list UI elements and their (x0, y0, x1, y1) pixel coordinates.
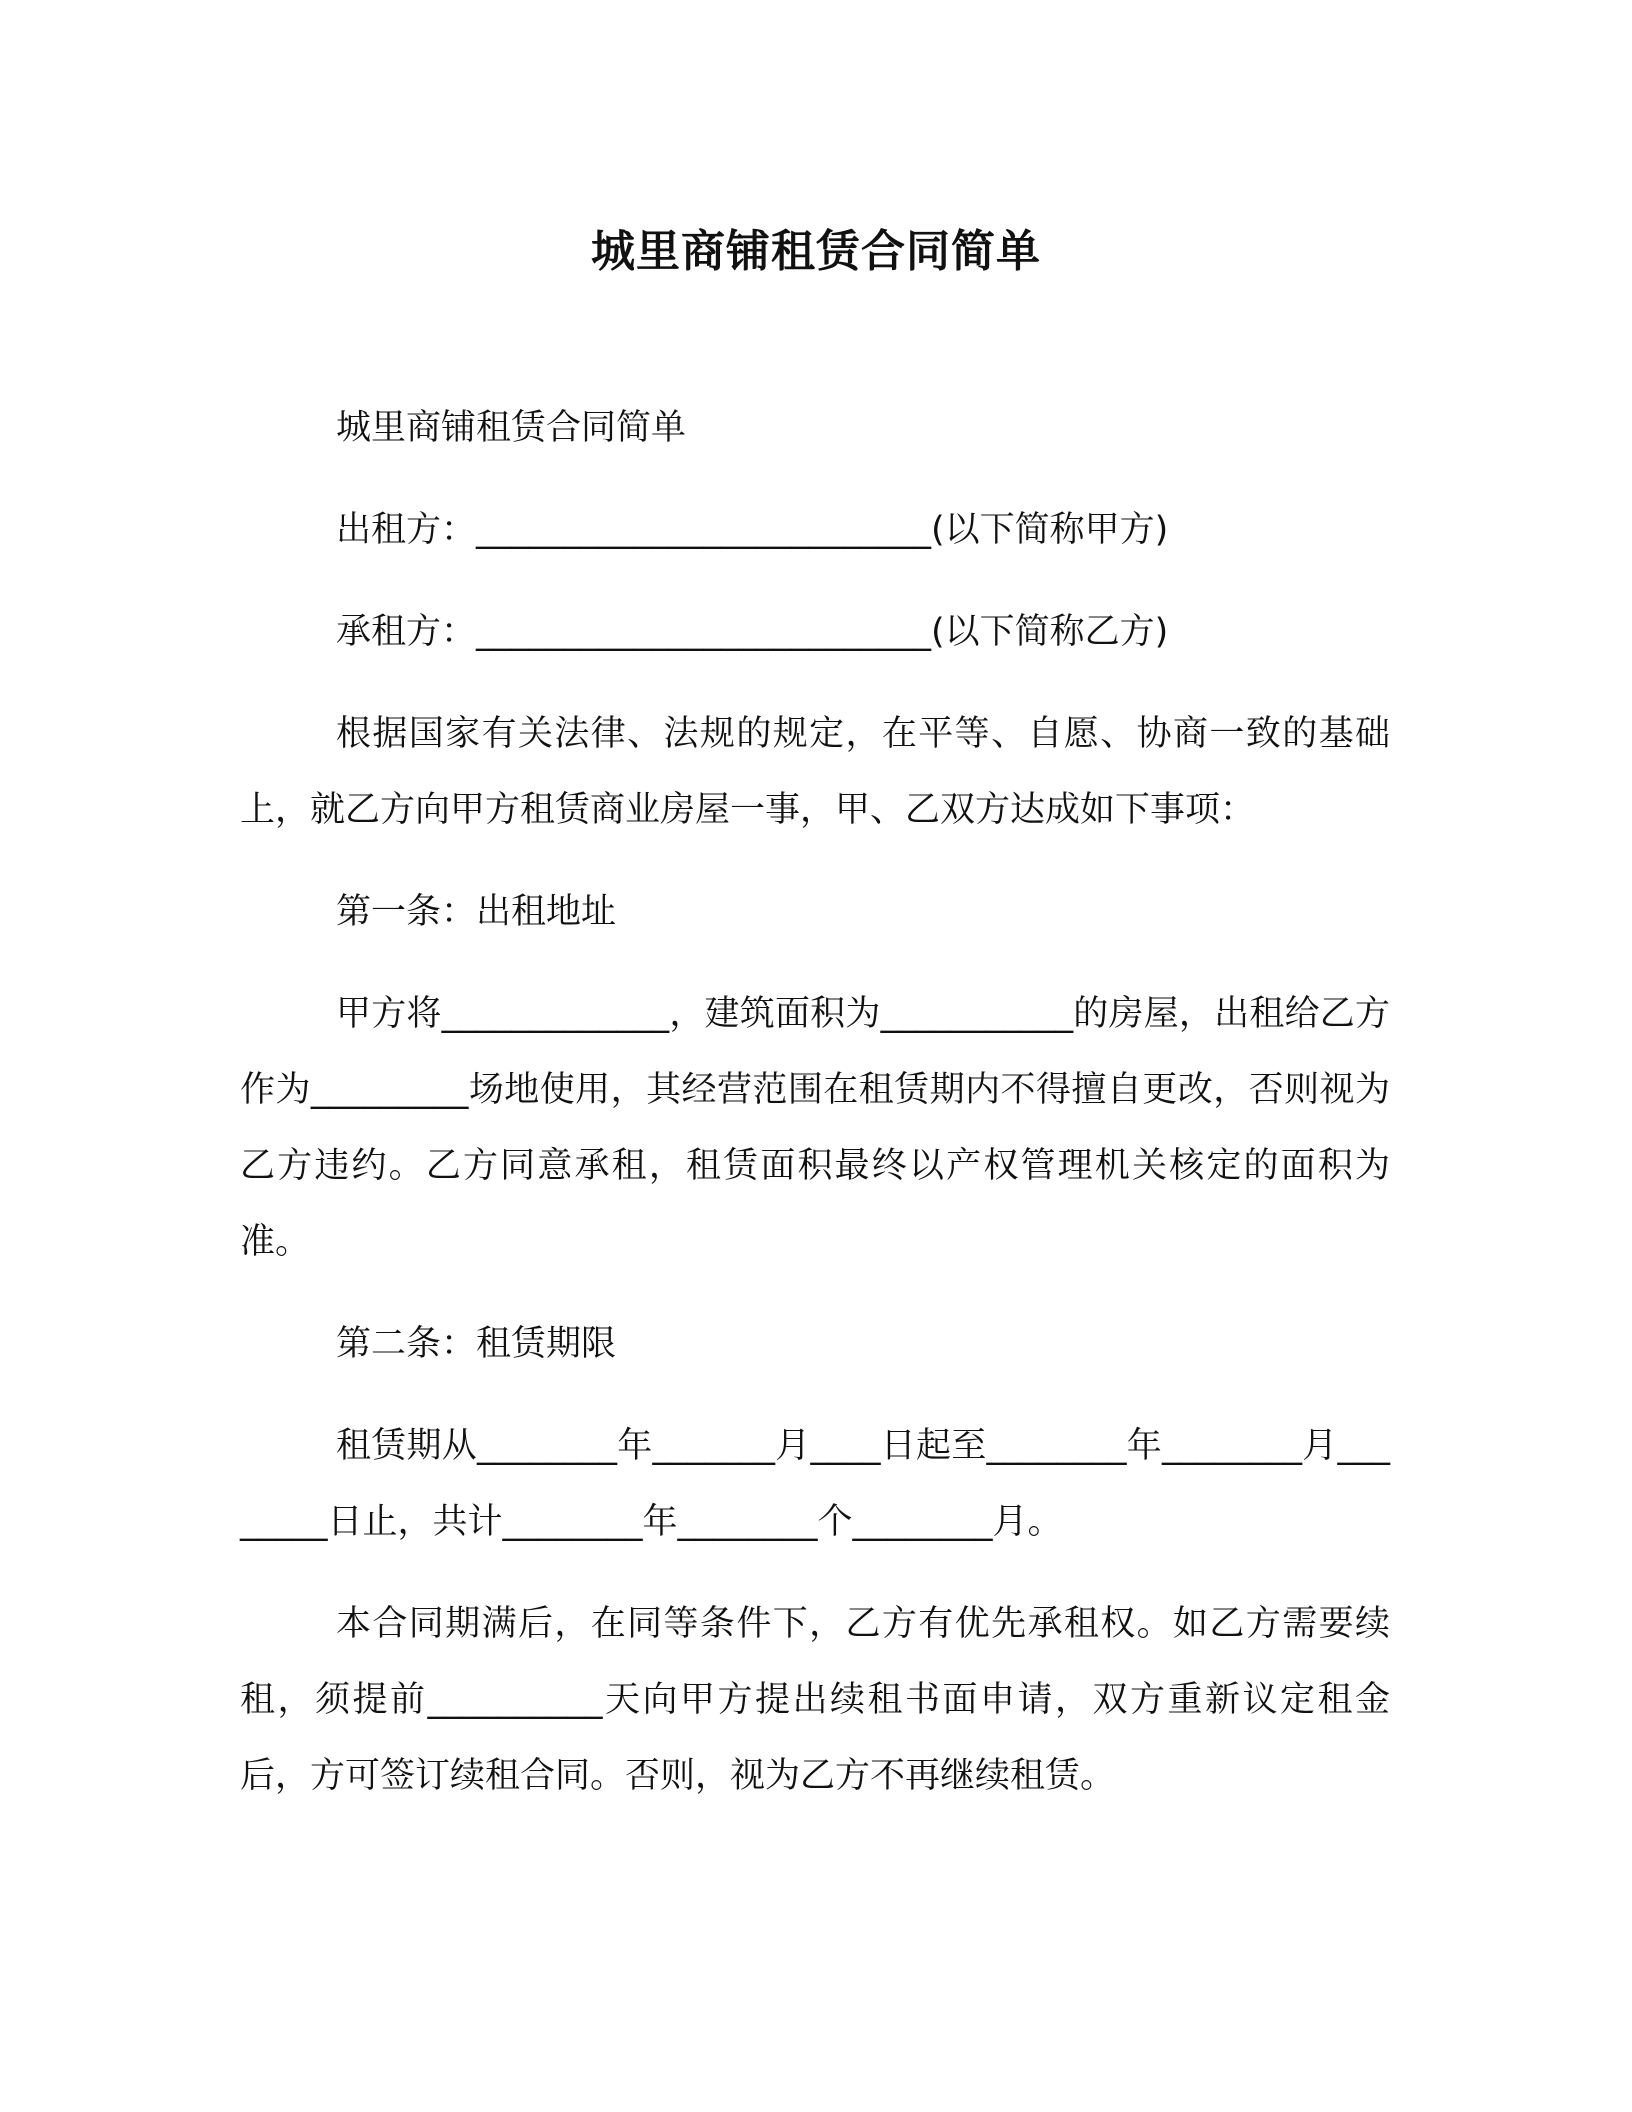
article-1-paragraph: 甲方将_____________，建筑面积为___________的房屋，出租给乙方作为_________场地使用，其经营范围在租赁期内不得擅自更改，否则视为乙方违约。乙方同意承租，租赁面积最终以产权管理机关核定的面积为准。 (240, 994, 1390, 1262)
document-body (240, 390, 1390, 1840)
subtitle-paragraph: 城里商铺租赁合同简单 (336, 408, 687, 448)
lessee-line: 承租方：__________________________(以下简称乙方) (336, 612, 1169, 652)
preamble-paragraph: 根据国家有关法律、法规的规定，在平等、自愿、协商一致的基础上，就乙方向甲方租赁商业房屋一事，甲、乙双方达成如下事项： (240, 714, 1390, 830)
article-1-heading: 第一条：出租地址 (336, 892, 617, 932)
renewal-paragraph: 本合同期满后，在同等条件下，乙方有优先承租权。如乙方需要续租，须提前__________天向甲方提出续租书面申请，双方重新议定租金后，方可签订续租合同。否则，视为乙方不再继续租赁。 (240, 1604, 1390, 1796)
lessor-line: 出租方：__________________________(以下简称甲方) (336, 510, 1169, 550)
lease-term-paragraph: 租赁期从________年_______月____日起至________年________月________日止，共计________年________个________月。 (240, 1426, 1390, 1542)
article-2-heading: 第二条：租赁期限 (336, 1324, 617, 1364)
document-title: 城里商铺租赁合同简单 (591, 226, 1041, 277)
